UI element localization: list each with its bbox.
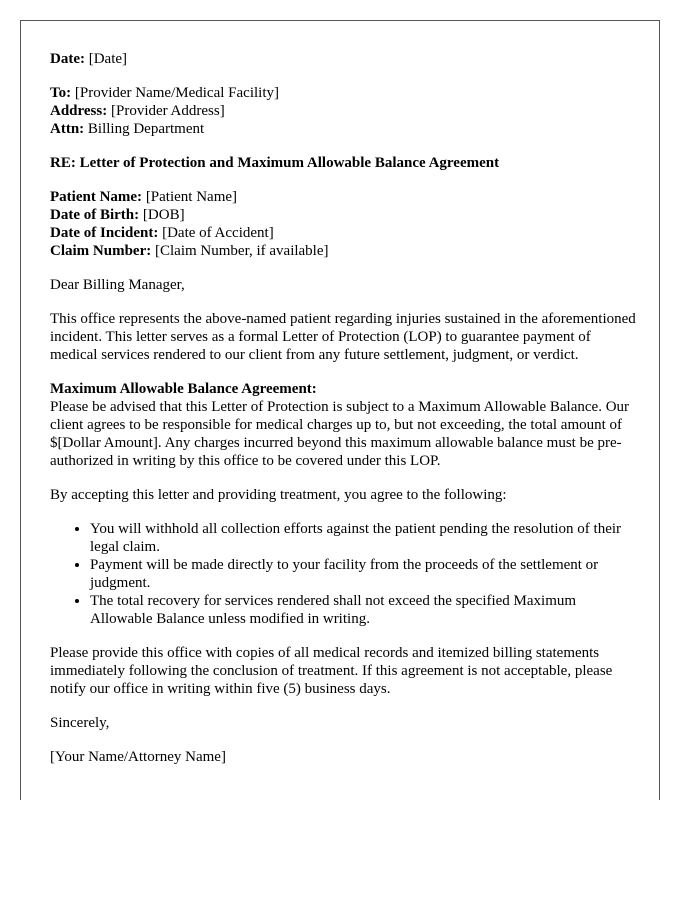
patient-block [50,188,640,260]
closing-paragraph: Please provide this office with copies of all medical records and itemized billing statements immediately following the conclusion of treatment. If this agreement is not acceptable, please notify our office in writing within five (5) business days. [50,645,613,697]
to-value: [Provider Name/Medical Facility] [74,85,279,101]
list-item: • Payment will be made directly to your facility from the proceeds of the settlement or judgment. [90,556,640,592]
recipient-block [50,84,640,138]
incident-value: [Date of Accident] [162,225,274,241]
to-label: To: [50,85,72,101]
attn-value: Billing Department [87,121,205,137]
to-line [50,84,640,102]
letter-page [20,20,660,800]
list-item: • The total recovery for services rendered shall not exceed the specified Maximum Allowable Balance unless modified in writing. [90,592,640,628]
signature: [Your Name/Attorney Name] [50,749,226,765]
claim-label: Claim Number: [50,243,152,259]
dob-value: [DOB] [142,207,185,223]
subject-line: RE: Letter of Protection and Maximum Allowable Balance Agreement [50,155,500,171]
claim-value: [Claim Number, if available] [155,243,329,259]
list-item: • You will withhold all collection efforts against the patient pending the resolution of their legal claim. [90,520,640,556]
intro-paragraph: This office represents the above-named patient regarding injuries sustained in the aforementioned incident. This letter serves as a formal Letter of Protection (LOP) to guarantee payment of medical services rendered to our client from any future settlement, judgment, or verdict. [50,311,636,363]
attn-line [50,120,640,138]
terms-list [50,520,640,628]
max-balance-heading: Maximum Allowable Balance Agreement: [50,381,317,397]
signoff: Sincerely, [50,715,110,731]
patient-name-value: [Patient Name] [145,189,238,205]
address-value: [Provider Address] [110,103,225,119]
max-balance-section [50,380,640,470]
accept-paragraph: By accepting this letter and providing treatment, you agree to the following: [50,487,507,503]
letter-body [50,50,640,782]
attn-label: Attn: [50,121,85,137]
date-label: Date: [50,51,85,67]
date-line [50,50,640,68]
salutation: Dear Billing Manager, [50,277,185,293]
patient-name-line [50,188,640,206]
incident-label: Date of Incident: [50,225,159,241]
date-value: [Date] [88,51,128,67]
incident-line [50,224,640,242]
claim-line [50,242,640,260]
max-balance-body: Please be advised that this Letter of Protection is subject to a Maximum Allowable Balance. Our client agrees to be responsible for medical charges up to, but not exceeding, the total amount of $[Dollar Amount]. Any charges incurred beyond this maximum allowable balance must be pre-authorized in writing by this office to be covered under this LOP. [50,399,630,469]
dob-line [50,206,640,224]
address-line [50,102,640,120]
patient-name-label: Patient Name: [50,189,143,205]
dob-label: Date of Birth: [50,207,140,223]
address-label: Address: [50,103,108,119]
